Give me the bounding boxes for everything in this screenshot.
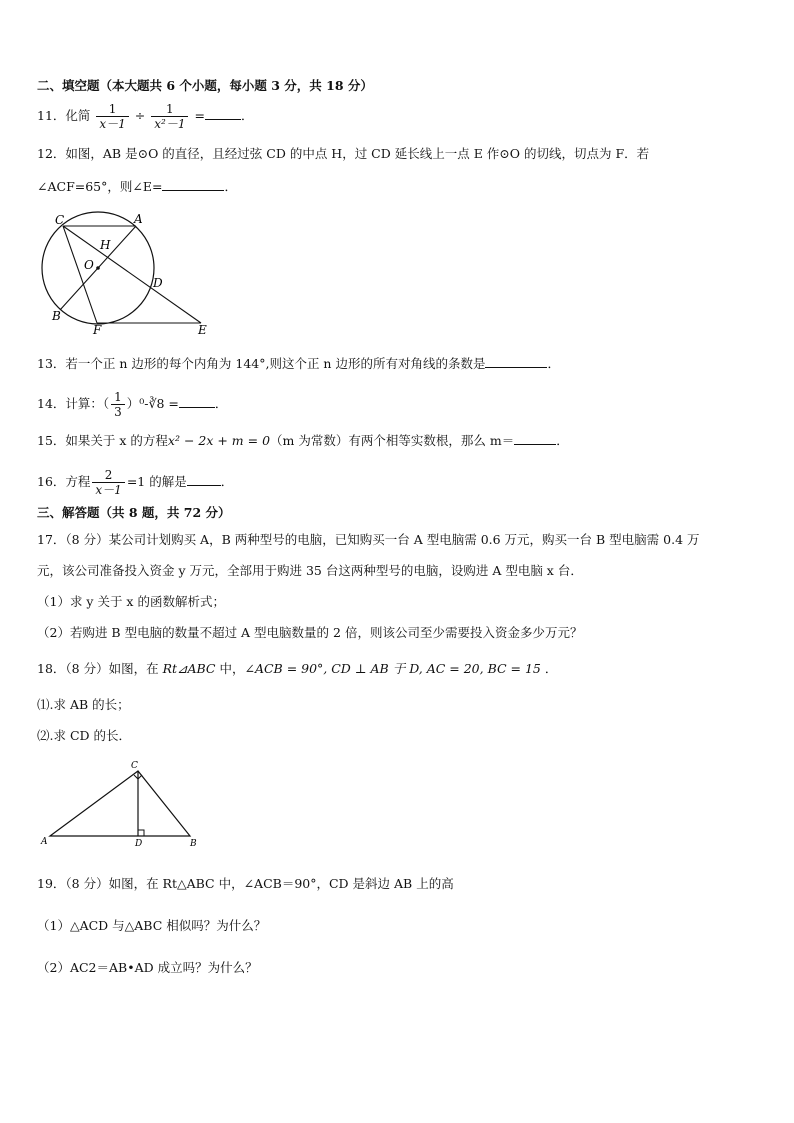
q16-numerator: 2 [92, 468, 124, 483]
question-17-sub-1: （1）求 y 关于 x 的函数解析式； [37, 594, 225, 609]
question-17-line-2: 元，该公司准备投入资金 y 万元，全部用于购进 35 台这两种型号的电脑，设购进 A 型电脑 x 台． [37, 563, 583, 578]
q13-answer-blank[interactable] [485, 355, 547, 368]
q15-answer-blank[interactable] [514, 432, 556, 445]
q14-numerator: 1 [111, 390, 125, 405]
label-c: C [55, 213, 65, 227]
q11-fraction-2 [151, 102, 188, 131]
q18-triangle-figure [38, 758, 208, 850]
q16-end: ． [220, 474, 234, 489]
q11-answer-blank[interactable] [205, 107, 241, 120]
q18-triangle: Rt⊿ABC [162, 661, 216, 676]
q11-f1-numerator: 1 [96, 102, 128, 117]
q12-condition: ∠ACF=65°，则∠E= [37, 179, 163, 194]
question-19-sub-2: （2）AC2＝AB•AD 成立吗？为什么？ [37, 960, 258, 975]
label-c: C [131, 761, 138, 771]
q14-denominator: 3 [114, 405, 122, 419]
q13-end: ． [547, 356, 560, 371]
q16-text-b: =1 的解是 [126, 474, 187, 489]
question-17-line-1: 17．（8 分）某公司计划购买 A，B 两种型号的电脑，已知购买一台 A 型电脑需 0.6 万元，购买一台 B 型电脑需 0.4 万 [37, 532, 700, 547]
label-a: A [134, 212, 143, 226]
question-19-line-1: 19．（8 分）如图，在 Rt△ABC 中，∠ACB＝90°，CD 是斜边 AB 上的高 [37, 876, 454, 891]
q14-rest: ）⁰-∛8 = [126, 396, 179, 411]
q12-answer-blank[interactable] [162, 178, 224, 191]
label-o: O [84, 258, 94, 272]
q16-fraction [92, 468, 124, 497]
q16-answer-blank[interactable] [187, 473, 221, 486]
question-12-line-1: 12．如图，AB 是⊙O 的直径，且经过弦 CD 的中点 H，过 CD 延长线上一点 E 作⊙O 的切线，切点为 F．若 [37, 146, 650, 161]
q18-text-b: 中， [215, 661, 245, 676]
question-16 [37, 468, 233, 497]
q11-fraction-1 [96, 102, 128, 131]
question-13 [37, 355, 560, 372]
q18-conditions: ∠ACB = 90°, CD ⊥ AB 于 D, AC = 20, BC = 15 [244, 661, 541, 676]
center-point-o [96, 266, 100, 270]
label-d: D [153, 276, 163, 290]
q15-equation: x² − 2x + m = 0 [167, 433, 271, 448]
q14-end: ． [214, 396, 228, 411]
section-heading-solve: 三、解答题（共 8 题，共 72 分） [37, 505, 231, 520]
question-11 [37, 102, 253, 131]
line-ce [63, 226, 201, 323]
q11-equals: = [194, 108, 205, 123]
question-18 [37, 661, 557, 677]
label-f: F [93, 323, 102, 337]
label-a: A [41, 837, 48, 847]
question-15 [37, 432, 569, 449]
section-heading-fill-in: 二、填空题（本大题共 6 个小题，每小题 3 分，共 18 分） [37, 78, 373, 93]
q12-end: ． [224, 179, 237, 194]
q11-number: 11．化简 [37, 108, 91, 123]
question-17-sub-2: （2）若购进 B 型电脑的数量不超过 A 型电脑数量的 2 倍，则该公司至少需要投入资金多少万元？ [37, 625, 583, 640]
question-14 [37, 390, 227, 419]
question-18-sub-1: ⑴.求 AB 的长； [37, 697, 130, 712]
q14-number: 14．计算：（ [37, 396, 110, 411]
q13-text: 13．若一个正 n 边形的每个内角为 144°,则这个正 n 边形的所有对角线的条数是 [37, 356, 486, 371]
right-angle-mark-d [138, 830, 144, 836]
question-18-sub-2: ⑵.求 CD 的长． [37, 728, 132, 743]
q16-denominator: x－1 [95, 483, 122, 497]
q16-text-a: 16．方程 [37, 474, 91, 489]
q12-circle-figure [36, 210, 216, 338]
question-12-line-2 [37, 178, 237, 195]
q11-f1-denominator: x－1 [99, 117, 126, 131]
q15-end: ． [556, 433, 569, 448]
q18-text-a: 18．（8 分）如图，在 [37, 661, 163, 676]
question-19-sub-1: （1）△ACD 与△ABC 相似吗？为什么？ [37, 918, 267, 933]
q15-text-b: （m 为常数）有两个相等实数根，那么 m＝ [270, 433, 515, 448]
q14-answer-blank[interactable] [179, 395, 215, 408]
label-b: B [190, 839, 197, 849]
label-h: H [100, 238, 111, 252]
q11-divide: ÷ [134, 108, 146, 123]
q11-f2-numerator: 1 [151, 102, 188, 117]
q11-f2-denominator: x²－1 [154, 117, 186, 131]
label-b: B [52, 309, 61, 323]
q15-text-a: 15．如果关于 x 的方程 [37, 433, 168, 448]
label-e: E [198, 323, 207, 337]
q18-end: ． [540, 661, 558, 676]
q11-end: ． [240, 108, 254, 123]
triangle-abc [50, 771, 190, 836]
label-d: D [135, 839, 143, 849]
q14-fraction [111, 390, 125, 419]
